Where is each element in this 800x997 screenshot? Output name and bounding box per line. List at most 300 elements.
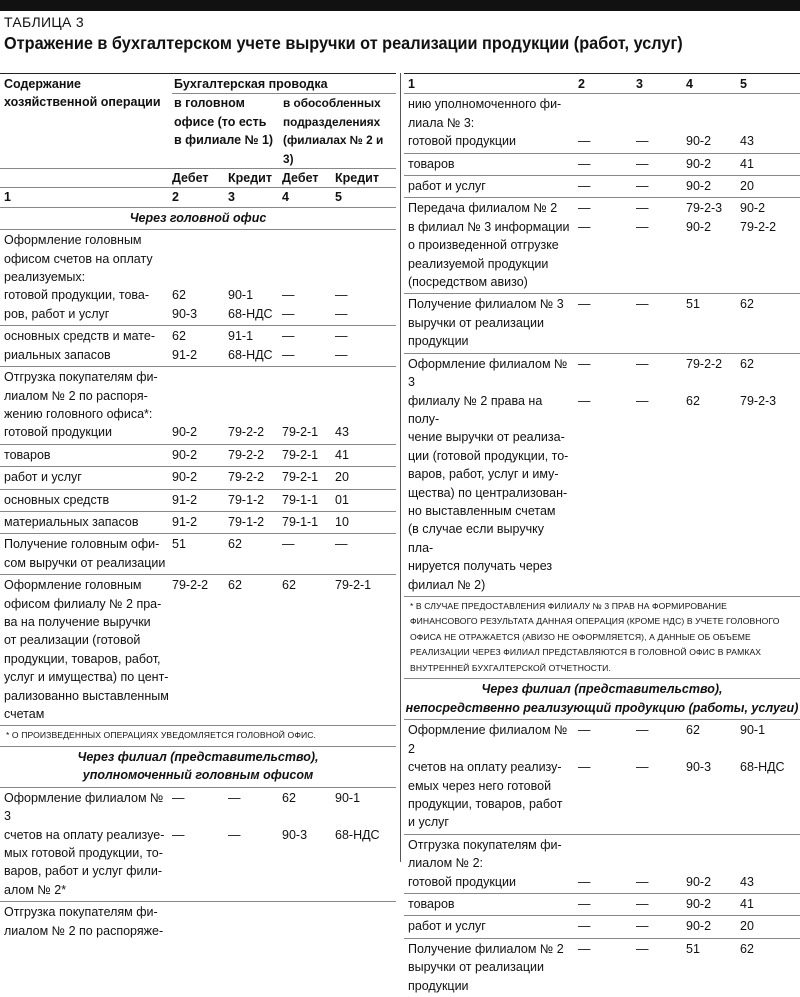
- column-numbers: [0, 187, 396, 206]
- footnote-2: * В СЛУЧАЕ ПРЕДОСТАВЛЕНИЯ ФИЛИАЛУ № 3 ПРАВ НА ФОРМИРОВАНИЕ ФИНАНСОВОГО РЕЗУЛЬТАТА ДАННАЯ ОПЕРАЦИЯ (КРОМЕ НДС) В УЧЕТЕ ГОЛОВНОГО ОФИСА НЕ ОТРАЖАЕТСЯ (АВИЗО НЕ ОФОРМЛЯЕТСЯ), А ДАННЫЕ ОБ ОБЪЕМЕ РЕАЛИЗАЦИИ ЧЕРЕЗ ФИЛИАЛ ПРЕДСТАВЛЯЮТСЯ В ГОЛОВНОЙ ОФИС В РАМКАХ ВНУТРЕННЕЙ БУХГАЛТЕРСКОЙ ОТЧЕТНОСТИ.: [404, 596, 800, 679]
- account-cell: [228, 387, 282, 405]
- account-cell: [740, 502, 800, 520]
- account-cell: —: [636, 723, 649, 738]
- account-cell: [684, 557, 740, 575]
- account-cell: [684, 236, 740, 254]
- account-cell: [282, 405, 335, 423]
- operation-text: услуг и имущества) по цент-: [4, 670, 169, 685]
- table-row: [404, 273, 800, 291]
- section-direct-branch: [404, 678, 800, 719]
- account-cell: [282, 554, 335, 572]
- account-cell: —: [578, 156, 591, 171]
- table-row: [404, 465, 800, 483]
- operation-text: выручки от реализации: [408, 960, 544, 975]
- account-cell: [172, 613, 228, 631]
- operation-text: продукции, товаров, работ,: [4, 651, 161, 666]
- table-row-group: [0, 489, 396, 511]
- operation-text: ва на получение выручки: [4, 614, 151, 629]
- table-row-group: [0, 229, 396, 325]
- account-cell: [172, 903, 228, 921]
- account-cell: [228, 613, 282, 631]
- account-cell: 79-1-1: [282, 492, 319, 507]
- account-cell: 79-2-1: [282, 470, 319, 485]
- account-cell: [335, 595, 396, 613]
- account-cell: —: [636, 356, 649, 371]
- table-row: [0, 554, 396, 572]
- account-cell: [628, 854, 684, 872]
- account-cell: [572, 977, 628, 995]
- account-cell: [335, 844, 396, 862]
- account-cell: —: [172, 827, 185, 842]
- table-row: [0, 387, 396, 405]
- operation-text: мых готовой продукции, то-: [4, 845, 163, 860]
- account-cell: [335, 881, 396, 899]
- account-cell: —: [228, 827, 241, 842]
- account-cell: [172, 405, 228, 423]
- account-cell: 41: [740, 896, 754, 911]
- table-row: [0, 346, 396, 364]
- table-row: [404, 721, 800, 758]
- account-cell: —: [636, 134, 649, 149]
- table-row: [0, 881, 396, 899]
- account-cell: 79-1-1: [282, 514, 319, 529]
- account-cell: [335, 650, 396, 668]
- account-cell: [228, 631, 282, 649]
- table-row: [404, 314, 800, 332]
- account-cell: 90-2: [686, 874, 712, 889]
- account-cell: 79-2-2: [228, 470, 265, 485]
- table-row: [404, 873, 800, 891]
- head-office-line: в головном: [174, 96, 245, 111]
- operation-text: продукции: [408, 334, 469, 349]
- account-cell: [172, 554, 228, 572]
- account-cell: [282, 250, 335, 268]
- branches-header: [283, 94, 396, 168]
- right-groups-1: [404, 93, 800, 596]
- account-cell: 90-2: [172, 470, 198, 485]
- table-row: [404, 917, 800, 935]
- table-row: [404, 520, 800, 557]
- account-cell: [172, 268, 228, 286]
- operation-text: Отгрузка покупателям фи-: [4, 905, 158, 920]
- account-cell: [335, 368, 396, 386]
- account-cell: [172, 250, 228, 268]
- account-cell: [628, 428, 684, 446]
- operation-text: готовой продукции: [4, 425, 112, 440]
- account-cell: [228, 844, 282, 862]
- account-cell: [628, 777, 684, 795]
- account-cell: [572, 273, 628, 291]
- account-cell: —: [335, 288, 348, 303]
- account-cell: 90-2: [172, 447, 198, 462]
- right-groups-2: [404, 719, 800, 997]
- account-cell: [335, 631, 396, 649]
- section-authorized-branch: [0, 746, 396, 787]
- account-cell: —: [578, 297, 591, 312]
- table-row: [404, 355, 800, 392]
- account-cell: [228, 250, 282, 268]
- account-cell: [282, 844, 335, 862]
- table-row: [404, 155, 800, 173]
- account-cell: [684, 114, 740, 132]
- account-cell: 41: [335, 447, 349, 462]
- operation-text: Оформление филиалом № 2: [408, 723, 568, 756]
- operation-text: выручки от реализации: [408, 315, 544, 330]
- operation-text: лиалом № 2 по распоряже-: [4, 923, 164, 938]
- table-row: [0, 789, 396, 826]
- account-cell: [628, 502, 684, 520]
- account-cell: [740, 977, 800, 995]
- account-cell: —: [636, 156, 649, 171]
- operation-text: (посредством авизо): [408, 275, 528, 290]
- top-rule: [0, 0, 800, 11]
- account-cell: 62: [740, 941, 754, 956]
- entry-title: Бухгалтерская проводка: [174, 77, 328, 91]
- account-cell: 79-2-1: [282, 447, 319, 462]
- operation-text: Получение головным офи-: [4, 537, 160, 552]
- table-row: [0, 595, 396, 613]
- table-row-group: [404, 893, 800, 915]
- col-num: 4: [686, 77, 693, 91]
- account-cell: [335, 862, 396, 880]
- table-row: [404, 236, 800, 254]
- table-row: [0, 491, 396, 509]
- account-cell: [572, 557, 628, 575]
- account-cell: 10: [335, 514, 349, 529]
- col-num: 2: [578, 77, 585, 91]
- account-cell: —: [636, 896, 649, 911]
- table-row: [404, 218, 800, 236]
- table-row: [404, 199, 800, 217]
- account-cell: 90-2: [172, 425, 198, 440]
- operation-text: в филиал № 3 информации: [408, 219, 570, 234]
- account-cell: [740, 95, 800, 113]
- operation-text: Оформление головным: [4, 233, 142, 248]
- table-row: [404, 777, 800, 795]
- account-cell: —: [578, 723, 591, 738]
- account-cell: [172, 687, 228, 705]
- table-row: [0, 250, 396, 268]
- account-cell: [684, 332, 740, 350]
- operation-text: товаров: [408, 896, 455, 911]
- table-row: [404, 958, 800, 976]
- table-row: [0, 423, 396, 441]
- table-row: [404, 114, 800, 132]
- account-cell: [282, 231, 335, 249]
- table-row: [404, 758, 800, 776]
- account-cell: 43: [740, 134, 754, 149]
- account-cell: [684, 465, 740, 483]
- debit-label: Дебет: [282, 171, 319, 186]
- operation-text: реализуемой продукции: [408, 256, 549, 271]
- account-cell: [228, 903, 282, 921]
- account-cell: [172, 650, 228, 668]
- account-cell: 62: [740, 297, 754, 312]
- account-cell: —: [578, 874, 591, 889]
- table-row-group: [404, 353, 800, 596]
- account-cell: —: [636, 297, 649, 312]
- left-groups-2: [0, 787, 396, 942]
- account-cell: [572, 520, 628, 557]
- account-cell: [684, 854, 740, 872]
- account-cell: 90-1: [228, 288, 254, 303]
- account-cell: [684, 447, 740, 465]
- account-cell: [628, 332, 684, 350]
- account-cell: [228, 268, 282, 286]
- account-cell: 68-НДС: [228, 347, 273, 362]
- table-row: [0, 268, 396, 286]
- account-cell: [740, 273, 800, 291]
- account-cell: 91-2: [172, 492, 198, 507]
- account-cell: [572, 332, 628, 350]
- operation-text: чение выручки от реализа-: [408, 430, 565, 445]
- account-cell: [684, 977, 740, 995]
- account-cell: 79-2-1: [282, 425, 319, 440]
- table-row-group: [404, 153, 800, 175]
- table-row: [404, 836, 800, 854]
- operation-text: но выставленным счетам: [408, 503, 556, 518]
- account-cell: —: [282, 329, 295, 344]
- operation-text: филиал № 2): [408, 577, 486, 592]
- account-cell: [335, 922, 396, 940]
- account-cell: [572, 428, 628, 446]
- account-cell: [572, 854, 628, 872]
- table-row: [0, 705, 396, 723]
- account-cell: 79-1-2: [228, 492, 265, 507]
- operation-text: лиалом № 2 по распоря-: [4, 388, 148, 403]
- account-cell: [282, 705, 335, 723]
- account-cell: —: [636, 919, 649, 934]
- account-cell: [684, 813, 740, 831]
- left-groups-1: [0, 229, 396, 725]
- account-cell: [740, 557, 800, 575]
- col0-title-line: Содержание: [4, 77, 82, 91]
- table-row: [404, 295, 800, 313]
- account-cell: [572, 447, 628, 465]
- operation-text: Оформление головным: [4, 578, 142, 593]
- account-cell: [740, 314, 800, 332]
- table-row: [0, 305, 396, 323]
- table-row-group: [404, 719, 800, 833]
- table-row: [404, 502, 800, 520]
- account-cell: [628, 813, 684, 831]
- table-row: [0, 286, 396, 304]
- table-row: [404, 447, 800, 465]
- table-row-group: [404, 938, 800, 997]
- account-cell: [282, 368, 335, 386]
- account-cell: [740, 465, 800, 483]
- operation-text: рализованно выставленным: [4, 688, 169, 703]
- operation-text: нируется получать через: [408, 559, 553, 574]
- footnote-1: * О ПРОИЗВЕДЕННЫХ ОПЕРАЦИЯХ УВЕДОМЛЯЕТСЯ ГОЛОВНОЙ ОФИС.: [0, 725, 396, 746]
- account-cell: [172, 881, 228, 899]
- account-cell: [684, 520, 740, 557]
- account-cell: —: [282, 347, 295, 362]
- account-cell: 79-2-2: [172, 578, 209, 593]
- account-cell: [684, 502, 740, 520]
- account-cell: 90-2: [686, 134, 712, 149]
- account-cell: [684, 576, 740, 594]
- table-row: [0, 576, 396, 594]
- account-cell: [572, 813, 628, 831]
- account-cell: 62: [686, 723, 700, 738]
- col-num: 4: [282, 190, 289, 205]
- account-cell: —: [636, 201, 649, 216]
- account-cell: [228, 368, 282, 386]
- operation-text: материальных запасов: [4, 514, 139, 529]
- operation-text: Оформление филиалом № 3: [4, 790, 164, 824]
- account-cell: [335, 387, 396, 405]
- table-row: [0, 631, 396, 649]
- col-num: 5: [335, 190, 342, 205]
- account-cell: 90-2: [686, 179, 712, 194]
- operation-text: щества) по централизован-: [408, 485, 568, 500]
- account-cell: [335, 554, 396, 572]
- table-row: [0, 903, 396, 921]
- account-cell: [282, 903, 335, 921]
- right-column: [404, 73, 800, 997]
- head-office-line: офисе (то есть: [174, 114, 267, 129]
- operation-text: товаров: [408, 156, 455, 171]
- right-column-numbers: [404, 73, 800, 93]
- operation-text: основных средств: [4, 492, 110, 507]
- table-row: [0, 826, 396, 844]
- account-cell: [684, 255, 740, 273]
- operation-text: основных средств и мате-: [4, 329, 155, 344]
- operation-text: от реализации (готовой: [4, 633, 141, 648]
- operation-text: риальных запасов: [4, 347, 111, 362]
- table-row: [0, 844, 396, 862]
- account-cell: [572, 484, 628, 502]
- account-cell: —: [578, 941, 591, 956]
- operation-text: Оформление филиалом № 3: [408, 356, 568, 390]
- blank-cell: [0, 169, 172, 187]
- account-cell: [572, 777, 628, 795]
- account-cell: [228, 862, 282, 880]
- operation-text: (в случае если выручку пла-: [408, 522, 544, 555]
- operation-text: варов, работ и услуг фили-: [4, 864, 162, 879]
- account-cell: [572, 114, 628, 132]
- table-row: [404, 484, 800, 502]
- account-cell: [740, 813, 800, 831]
- table-row: [0, 650, 396, 668]
- table-row: [0, 405, 396, 423]
- account-cell: —: [636, 874, 649, 889]
- account-cell: [684, 484, 740, 502]
- account-cell: [684, 273, 740, 291]
- account-cell: —: [636, 941, 649, 956]
- operation-text: и услуг: [408, 815, 449, 830]
- account-cell: 20: [335, 470, 349, 485]
- account-cell: [335, 668, 396, 686]
- account-cell: 62: [172, 329, 186, 344]
- account-cell: 62: [282, 790, 296, 805]
- account-cell: 91-2: [172, 347, 198, 362]
- table-row: [404, 940, 800, 958]
- account-cell: —: [578, 393, 591, 408]
- account-cell: —: [335, 329, 348, 344]
- operation-text: счетам: [4, 707, 45, 721]
- table-row: [404, 332, 800, 350]
- account-cell: [628, 958, 684, 976]
- operation-text: емых через него готовой: [408, 778, 552, 793]
- operation-text: ров, работ и услуг: [4, 306, 110, 321]
- account-cell: [228, 231, 282, 249]
- operation-text: готовой продукции: [408, 134, 516, 149]
- table-row-group: [404, 197, 800, 293]
- account-cell: 90-3: [172, 306, 198, 321]
- table-row-group: [0, 533, 396, 574]
- account-cell: [335, 405, 396, 423]
- table-row: [404, 132, 800, 150]
- section-line: Через филиал (представительство),: [77, 749, 319, 764]
- table-header: [0, 73, 396, 207]
- account-cell: [628, 557, 684, 575]
- operation-text: нию уполномоченного фи-: [408, 97, 562, 112]
- page-title: Отражение в бухгалтерском учете выручки от реализации продукции (работ, услуг): [4, 33, 683, 53]
- account-cell: —: [578, 201, 591, 216]
- table-row: [404, 895, 800, 913]
- account-cell: [572, 795, 628, 813]
- table-row: [404, 557, 800, 575]
- account-cell: [172, 862, 228, 880]
- table-row: [0, 368, 396, 386]
- table-row: [404, 977, 800, 995]
- account-cell: [172, 922, 228, 940]
- account-cell: 62: [740, 356, 754, 371]
- table-row: [404, 795, 800, 813]
- operation-text: лиала № 3:: [408, 115, 475, 130]
- account-cell: —: [228, 790, 241, 805]
- account-cell: [628, 314, 684, 332]
- operation-text: Передача филиалом № 2: [408, 201, 558, 216]
- account-cell: 51: [172, 537, 186, 552]
- account-cell: [282, 268, 335, 286]
- table-row: [0, 862, 396, 880]
- account-cell: [740, 236, 800, 254]
- account-cell: [572, 314, 628, 332]
- col-num: 3: [636, 77, 643, 91]
- account-cell: 68-НДС: [228, 306, 273, 321]
- account-cell: —: [636, 179, 649, 194]
- account-cell: [684, 314, 740, 332]
- account-cell: 79-1-2: [228, 514, 265, 529]
- account-cell: 62: [686, 393, 700, 408]
- account-cell: 20: [740, 919, 754, 934]
- table-row-group: [404, 93, 800, 152]
- account-cell: [172, 387, 228, 405]
- table-row: [404, 854, 800, 872]
- operation-text: Получение филиалом № 2: [408, 941, 564, 956]
- table-row: [404, 813, 800, 831]
- account-cell: [572, 958, 628, 976]
- account-cell: —: [172, 790, 185, 805]
- table-row-group: [404, 293, 800, 352]
- account-cell: —: [578, 896, 591, 911]
- account-cell: [628, 273, 684, 291]
- operation-text: товаров: [4, 447, 51, 462]
- table-row: [0, 231, 396, 249]
- account-cell: [684, 95, 740, 113]
- operation-text: варов, работ, услуг и иму-: [408, 467, 559, 482]
- branches-line: подразделениях: [283, 114, 381, 129]
- account-cell: [172, 844, 228, 862]
- account-cell: [335, 250, 396, 268]
- account-cell: [282, 650, 335, 668]
- operation-text: реализуемых:: [4, 270, 86, 285]
- account-cell: [740, 255, 800, 273]
- branches-line: в обособленных: [283, 96, 381, 111]
